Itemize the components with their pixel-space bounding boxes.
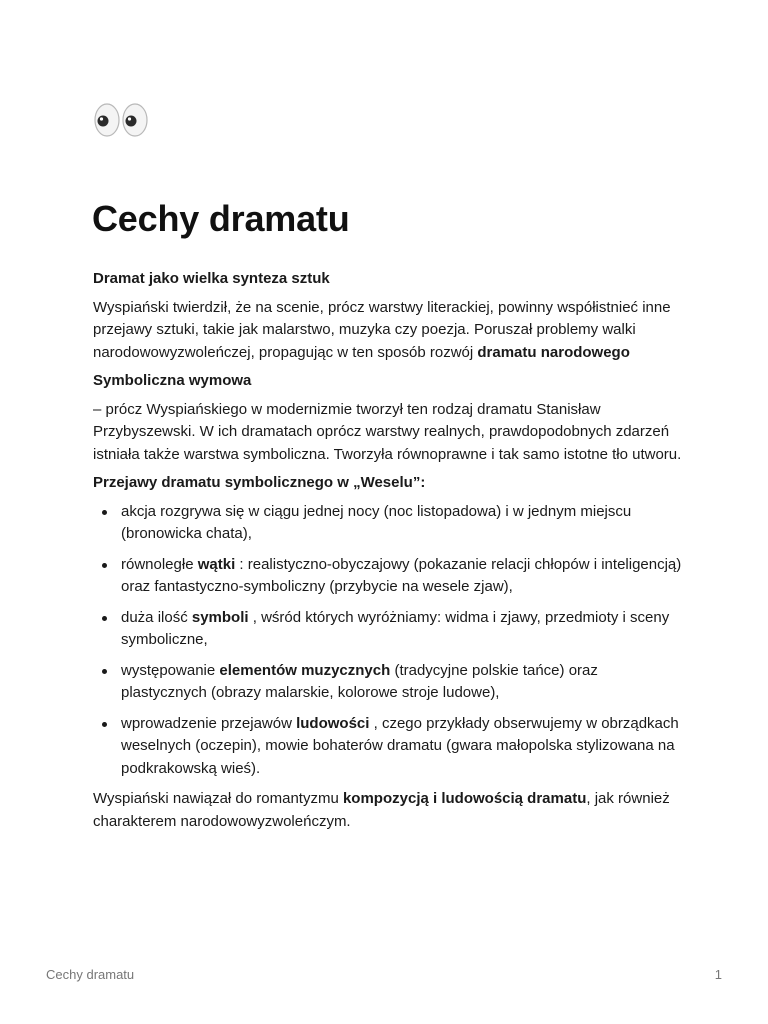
list-item xyxy=(121,554,683,599)
bullet-icon xyxy=(102,669,107,674)
page-title: Cechy dramatu xyxy=(92,198,350,239)
bold-phrase: kompozycją i ludowością dramatu xyxy=(342,790,587,807)
list-item-text: : realistyczno-obyczajowy (pokazanie relacji chłopów i inteligencją) oraz fantastyczno-symboliczny (przybycie na wesele zjaw), xyxy=(121,555,682,595)
bold-phrase: dramatu narodowego xyxy=(477,343,630,361)
page-number: 1 xyxy=(714,967,722,982)
list-item-text: akcja rozgrywa się w ciągu jednej nocy (noc listopadowa) i w jednym miejscu (bronowicka chata), xyxy=(121,502,632,542)
list-item xyxy=(121,713,683,781)
list-item xyxy=(121,607,683,652)
list-item-text: , czego przykłady obserwujemy w obrządkach weselnych (oczepin), mowie bohaterów dramatu (gwara małopolska stylizowana na podkrakowską wieś). xyxy=(121,714,679,777)
list-item-text: , wśród których wyróżniamy: widma i zjawy, przedmioty i sceny symboliczne, xyxy=(121,608,670,648)
paragraph-conclusion xyxy=(93,788,683,833)
bullet-icon xyxy=(102,616,107,621)
list-item xyxy=(121,501,683,546)
section-heading-synthesis: Dramat jako wielka synteza sztuk xyxy=(93,270,330,287)
list-item-text: duża ilość xyxy=(121,608,192,626)
paragraph-synthesis xyxy=(93,297,683,365)
footer-title: Cechy dramatu xyxy=(46,967,135,982)
section-heading-wesele: Przejawy dramatu symbolicznego w „Weselu”: xyxy=(93,474,426,491)
feature-list xyxy=(93,501,683,781)
document-body xyxy=(93,268,683,839)
list-item-text: występowanie xyxy=(121,661,220,679)
list-item-text: równoległe xyxy=(121,555,198,573)
list-item xyxy=(121,660,683,705)
paragraph-text: Wyspiański twierdził, że na scenie, prócz warstwy literackiej, powinny współistnieć inne przejawy sztuki, takie jak malarstwo, muzyka czy poezja. Poruszał problemy walki narodowowyzwoleńczej, propagując w ten sposób rozwój xyxy=(93,298,671,361)
list-item-text: (tradycyjne polskie tańce) oraz plastycznych (obrazy malarskie, kolorowe stroje ludowe), xyxy=(121,661,598,701)
bullet-icon xyxy=(102,563,107,568)
paragraph-text: Wyspiański nawiązał do romantyzmu xyxy=(93,790,343,807)
list-item-bold: symboli xyxy=(191,608,249,626)
list-item-text: wprowadzenie przejawów xyxy=(121,714,297,732)
paragraph-symbolic: – prócz Wyspiańskiego w modernizmie tworzył ten rodzaj dramatu Stanisław Przybyszewski. W ich dramatach oprócz warstwy realnych, prawdopodobnych zdarzeń istniała także warstwa symboliczna. Tworzyła równoprawne i tak samo istotne tło utworu. xyxy=(93,400,682,463)
paragraph-text: , jak również charakterem narodowowyzwoleńczym. xyxy=(93,790,670,830)
list-item-bold: wątki xyxy=(197,555,236,573)
eyes-emoji-icon xyxy=(93,100,153,140)
list-item-bold: ludowości xyxy=(296,714,370,732)
bullet-icon xyxy=(102,510,107,515)
section-heading-symbolic: Symboliczna wymowa xyxy=(93,372,252,389)
list-item-bold: elementów muzycznych xyxy=(219,661,391,679)
bullet-icon xyxy=(102,722,107,727)
